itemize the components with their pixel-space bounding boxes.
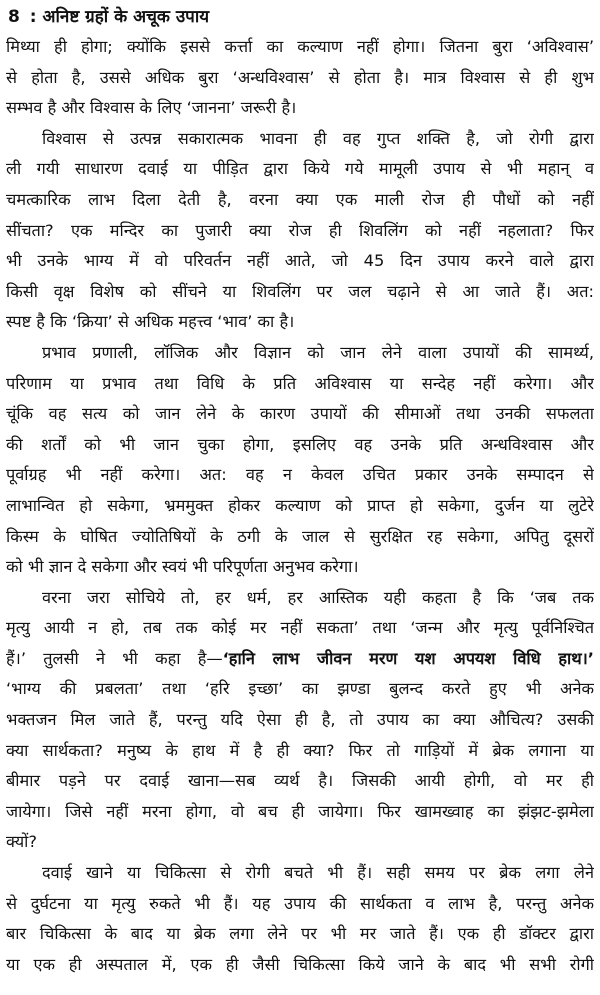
text-line: किसी वृक्ष विशेष को सींचने या शिवलिंग पर जल चढ़ाने से आ जाते हैं। अत: (6, 281, 594, 301)
text-line: स्पष्ट है कि ‘क्रिया’ से अधिक महत्त्व ‘भाव’ का है। (6, 312, 295, 332)
text-line: प्रभाव प्रणाली, लॉजिक और विज्ञान को जान लेने वाला उपायों की सामर्थ्य, (42, 342, 594, 362)
text-line: क्यों? (6, 832, 38, 852)
text-line: से होता है, उससे अधिक बुरा ‘अन्धविश्वास’ से होता है। मात्र विश्वास से ही शुभ (6, 67, 594, 87)
text-line: को भी ज्ञान दे सकेगा और स्वयं भी परिपूर्णता अनुभव करेगा। (6, 557, 359, 577)
text-line: विश्वास से उत्पन्न सकारात्मक भावना ही वह गुप्त शक्ति है, जो रोगी द्वारा (42, 128, 594, 148)
text-line: दवाई खाने या चिकित्सा से रोगी बचते भी हैं। सही समय पर ब्रेक लगा लेने (42, 863, 594, 883)
text-line: की शर्तों को भी जान चुका होगा, इसलिए वह उनके प्रति अन्धविश्वास और (6, 434, 594, 454)
text-line: परिणाम या प्रभाव तथा विधि के प्रति अविश्वास या सन्देह नहीं करेगा। और (6, 373, 594, 393)
text-line: सींचता? एक मन्दिर का पुजारी क्या रोज ही शिवलिंग को नहीं नहलाता? फिर (6, 220, 594, 240)
text-line (6, 644, 594, 675)
text-line: ली गयी साधारण दवाई या पीड़ित द्वारा किये गये मामूली उपाय से भी महान् व (6, 159, 594, 179)
book-title: अनिष्ट ग्रहों के अचूक उपाय (42, 7, 210, 27)
header-separator: : (29, 7, 37, 27)
text-line: क्या सार्थकता? मनुष्य के हाथ में है ही क्या? फिर तो गाड़ियों में ब्रेक लगाना या (6, 740, 594, 760)
text-line: मिथ्या ही होगा; क्योंकि इससे कर्त्ता का कल्याण नहीं होगा। जितना बुरा ‘अविश्वास’ (6, 37, 594, 56)
text-line: लाभान्वित हो सकेगा, भ्रममुक्त होकर कल्याण को प्राप्त हो सकेगा, दुर्जन या लुटेरे (6, 495, 594, 515)
text-line: से दुर्घटना या मृत्यु रुकते भी हैं। यह उपाय की सार्थकता व लाभ है, परन्तु अनेक (6, 893, 594, 913)
page-number: 8 (8, 7, 20, 27)
body-text (6, 32, 594, 980)
text-line: चूंकि वह सत्य को जान लेने के कारण उपायों की सीमाओं तथा उनकी सफलता (6, 404, 594, 424)
text-line: बार चिकित्सा के बाद या ब्रेक लगा लेने पर भी मर जाते हैं। एक ही डॉक्टर द्वारा (6, 924, 594, 944)
running-header (8, 4, 594, 32)
text-line: पूर्वाग्रह भी नहीं करेगा। अत: वह न केवल उचित प्रकार उनके सम्पादन से (6, 465, 594, 485)
text-line: भी उनके भाग्य में वो परिवर्तन नहीं आते, जो 45 दिन उपाय करने वाले द्वारा (6, 251, 594, 271)
text-line: वरना जरा सोचिये तो, हर धर्म, हर आस्तिक यही कहता है कि ‘जब तक (42, 587, 594, 607)
bold-quotation: ‘हानि लाभ जीवन मरण यश अपयश विधि हाथ।’ (222, 648, 594, 668)
text-line: किस्म के घोषित ज्योतिषियों के ठगी के जाल से सुरक्षित रह सकेगा, अपितु दूसरों (6, 526, 594, 546)
text-line: मृत्यु आयी न हो, तब तक कोई मर नहीं सकता’ तथा ‘जन्म और मृत्यु पूर्वनिश्चित (6, 618, 594, 638)
text-line: या एक ही अस्पताल में, एक ही जैसी चिकित्सा किये जाने के बाद भी सभी रोगी (6, 954, 594, 974)
text-line: बीमार पड़ने पर दवाई खाना—सब व्यर्थ है। जिसकी आयी होगी, वो मर ही (6, 771, 594, 791)
text-line: चमत्कारिक लाभ दिला देती है, वरना क्या एक माली रोज ही पौधों को नहीं (6, 189, 594, 209)
text-line: ‘भाग्य की प्रबलता’ तथा ‘हरि इच्छा’ का झण्डा बुलन्द करते हुए भी अनेक (6, 679, 594, 699)
text-line: जायेगा। जिसे नहीं मरना होगा, वो बच ही जायेगा। फिर खामख्वाह का झंझट-झमेला (6, 801, 594, 821)
text-line: सम्भव है और विश्वास के लिए ‘जानना’ जरूरी है। (6, 98, 297, 118)
text-line: भक्तजन मिल जाते हैं, परन्तु यदि ऐसा ही है, तो उपाय का क्या औचित्य? उसकी (6, 710, 594, 730)
text-line-part: हैं।’ तुलसी ने भी कहा है— (6, 648, 223, 668)
